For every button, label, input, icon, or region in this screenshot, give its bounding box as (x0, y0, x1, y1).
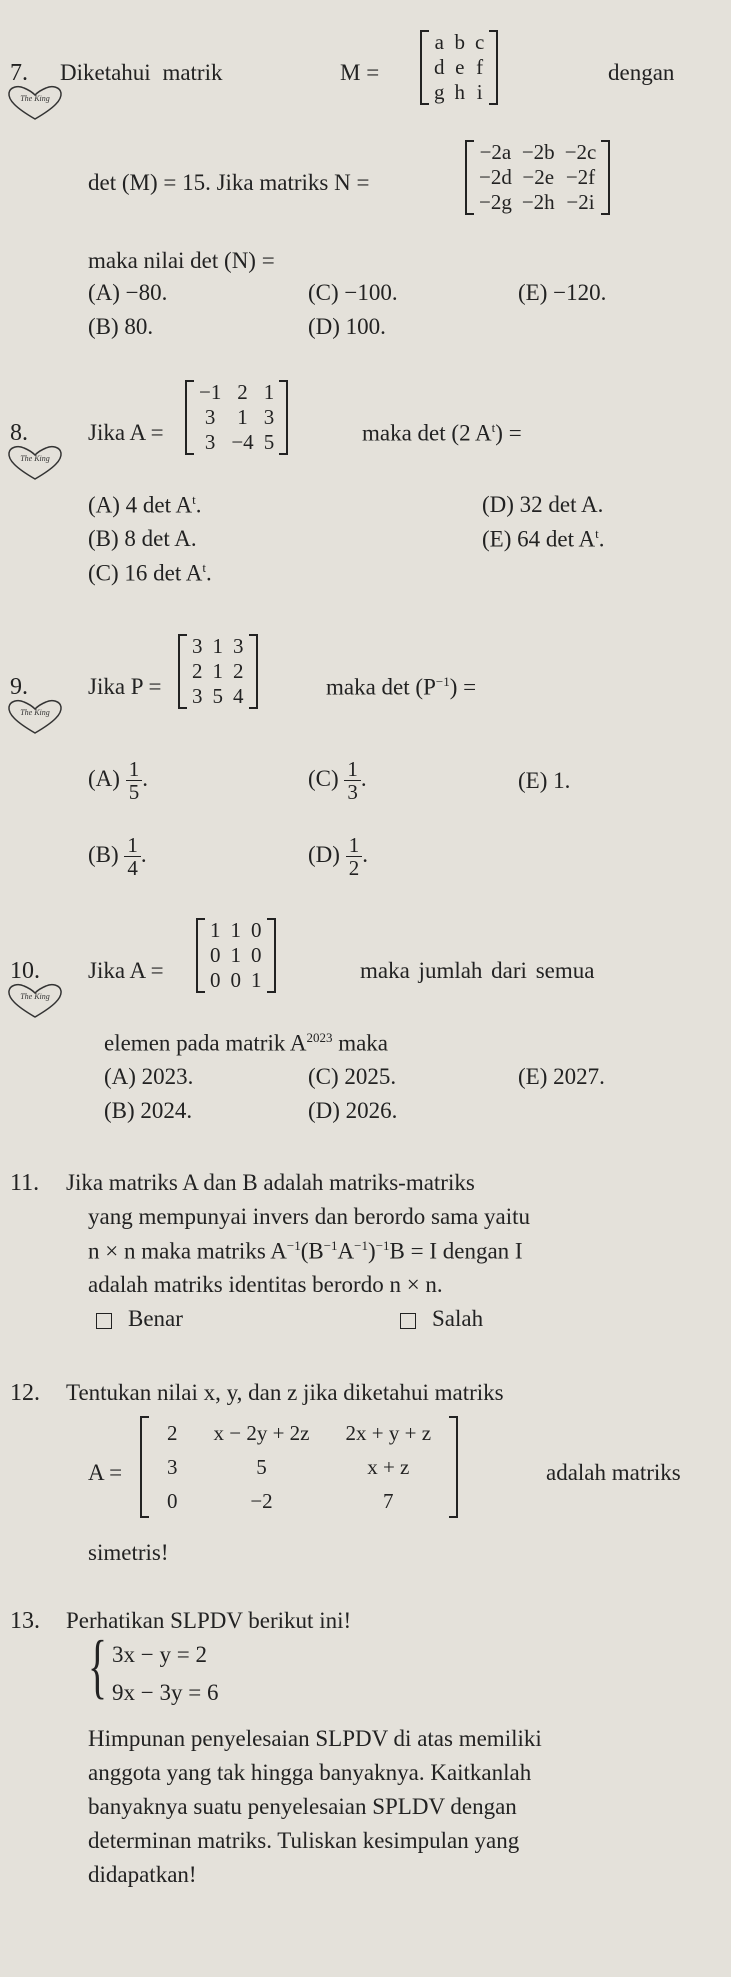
matrix-n (465, 140, 610, 215)
matrix-cell: d (434, 55, 445, 79)
matrix-row (187, 659, 249, 684)
heart-label: The King (20, 708, 50, 717)
matrix-cell: 1 (251, 968, 262, 992)
question-number: 10. (10, 958, 40, 984)
question-number: 12. (10, 1380, 40, 1406)
matrix-cell: 0 (251, 918, 262, 942)
matrix-m (420, 30, 498, 105)
matrix-row (194, 405, 279, 430)
option-a[interactable]: (A) 4 $\det A^t$. (88, 492, 202, 518)
heart-label: The King (20, 454, 50, 463)
heart-label: The King (20, 94, 50, 103)
question-number: 11. (10, 1170, 40, 1196)
matrix-cell: 2 (167, 1421, 178, 1445)
matrix-cell: 0 (167, 1489, 178, 1513)
equation-1: 3x − y = 2 (112, 1642, 207, 1667)
matrix-cell: 3 (263, 405, 275, 429)
matrix-cell: 3 (204, 405, 216, 429)
question-number: 9. (10, 674, 28, 700)
matrix-cell: 2x + y + z (345, 1421, 432, 1445)
option-d[interactable]: (D) 2026. (308, 1098, 398, 1123)
q12-tail: adalah matriks (546, 1460, 681, 1485)
matrix-row (194, 380, 279, 405)
question-number: 8. (10, 420, 28, 446)
matrix-cell: 3 (192, 684, 203, 708)
matrix-cell: 5 (256, 1455, 267, 1479)
matrix-cell: −2f (565, 165, 596, 189)
matrix-cell: 5 (212, 684, 223, 708)
matrix-cell: 1 (263, 380, 275, 404)
q11-line3: n × n maka matriks $A^{-1}(B^{-1}A^{-1})^{-1}B = I$ dengan I (88, 1238, 523, 1264)
q10-tail: maka jumlah dari semua (360, 958, 595, 983)
matrix-cell: a (434, 30, 444, 54)
brace: { (88, 1626, 108, 1706)
matrix-cell: 1 (210, 918, 221, 942)
matrix-cell: 1 (212, 634, 223, 658)
matrix-cell: −2h (521, 190, 555, 214)
matrix-cell: 1 (230, 943, 241, 967)
q11-line4: adalah matriks identitas berordo n × n. (88, 1272, 443, 1297)
matrix-cell: h (454, 80, 465, 104)
matrix-cell: −2c (564, 140, 597, 164)
option-b[interactable]: (B) $\frac{1}{4}$ . (88, 833, 147, 880)
matrix-p (178, 634, 258, 709)
q8-lhs: Jika A = (88, 420, 164, 445)
matrix-row (474, 190, 601, 215)
matrix-cell: x + z (367, 1455, 410, 1479)
matrix-cell: 5 (263, 430, 275, 454)
matrix-row (429, 55, 489, 80)
matrix-cell: 0 (210, 943, 221, 967)
option-c[interactable]: (C) $\frac{1}{3}$ . (308, 757, 367, 804)
q7-intro: Diketahui matrik (60, 60, 223, 85)
matrix-row (149, 1416, 449, 1450)
q7-question: maka nilai det (N) = (88, 248, 275, 273)
option-e[interactable]: (E) 64 $\det A^t$. (482, 526, 605, 552)
paragraph-line: Himpunan penyelesaian SLPDV di atas memiliki (88, 1726, 542, 1751)
option-a[interactable]: (A) 2023. (104, 1064, 194, 1089)
heart-icon (6, 444, 64, 480)
matrix-row (205, 968, 267, 993)
matrix-row (474, 165, 601, 190)
heart-label: The King (20, 992, 50, 1001)
paragraph-line: determinan matriks. Tuliskan kesimpulan yang (88, 1828, 520, 1853)
matrix-row (149, 1484, 449, 1518)
matrix-cell: i (476, 80, 483, 104)
heart-icon (6, 982, 64, 1018)
matrix-cell: 0 (230, 968, 241, 992)
equation-2: 9x − 3y = 6 (112, 1680, 219, 1705)
matrix-row (205, 943, 267, 968)
option-c[interactable]: (C) 2025. (308, 1064, 397, 1089)
choice-true[interactable]: Benar (96, 1306, 183, 1332)
matrix-row (474, 140, 601, 165)
matrix-cell: g (434, 80, 445, 104)
paragraph-line: didapatkan! (88, 1862, 197, 1887)
question-number: 7. (10, 60, 28, 86)
matrix-row (187, 684, 249, 709)
matrix-row (429, 80, 489, 105)
question-number: 13. (10, 1608, 40, 1634)
option-e[interactable]: (E) 1. (518, 768, 571, 793)
paragraph-line: anggota yang tak hingga banyaknya. Kaitkanlah (88, 1760, 532, 1785)
q7-given: det (M) = 15. Jika matriks N = (88, 170, 370, 195)
matrix-cell: 2 (192, 659, 203, 683)
heart-icon (6, 698, 64, 734)
matrix-cell: 0 (251, 943, 262, 967)
matrix-cell: 3 (192, 634, 203, 658)
paragraph-line: banyaknya suatu penyelesaian SPLDV dengan (88, 1794, 517, 1819)
matrix-cell: −1 (199, 380, 222, 404)
option-c[interactable]: (C) −100. (308, 280, 398, 305)
heart-icon (6, 84, 64, 120)
matrix-cell: 3 (204, 430, 216, 454)
matrix-cell: −2 (250, 1489, 273, 1513)
matrix-a (196, 918, 276, 993)
matrix-cell: 1 (237, 405, 248, 429)
matrix-cell: c (475, 30, 485, 54)
matrix-cell: b (454, 30, 465, 54)
option-b[interactable]: (B) 8 det A. (88, 526, 197, 551)
q13-line1: Perhatikan SLPDV berikut ini! (66, 1608, 352, 1633)
matrix-cell: x − 2y + 2z (213, 1421, 310, 1445)
option-d[interactable]: (D) 100. (308, 314, 386, 339)
matrix-row (429, 30, 489, 55)
choice-false[interactable]: Salah (400, 1306, 483, 1332)
matrix-cell: 7 (383, 1489, 394, 1513)
q10-lhs: Jika A = (88, 958, 164, 983)
q12-line3: simetris! (88, 1540, 169, 1565)
q8-question: maka det (2 $A^t$) = (362, 420, 522, 446)
matrix-a (140, 1416, 458, 1518)
option-e[interactable]: (E) −120. (518, 280, 607, 305)
q11-line2: yang mempunyai invers dan berordo sama yaitu (88, 1204, 530, 1229)
q12-line1: Tentukan nilai x, y, dan z jika diketahui matriks (66, 1380, 504, 1405)
q10-line2: elemen pada matrik $A^{2023}$ maka (104, 1030, 389, 1056)
option-a[interactable]: (A) $\frac{1}{5}$ . (88, 757, 148, 804)
matrix-cell: 0 (210, 968, 221, 992)
matrix-cell: 4 (233, 684, 244, 708)
matrix-cell: −2g (479, 190, 512, 214)
matrix-row (149, 1450, 449, 1484)
q9-lhs: Jika P = (88, 674, 162, 699)
matrix-cell: 1 (230, 918, 241, 942)
q12-lhs: A = (88, 1460, 123, 1485)
matrix-cell: 2 (233, 659, 244, 683)
matrix-row (194, 430, 279, 455)
q9-question: maka $\det (P^{-1})$ = (326, 674, 477, 700)
matrix-a (185, 380, 288, 455)
checkbox[interactable] (400, 1313, 416, 1329)
matrix-row (187, 634, 249, 659)
matrix-cell: e (455, 55, 465, 79)
matrix-row (205, 918, 267, 943)
matrix-cell: 1 (212, 659, 223, 683)
option-e[interactable]: (E) 2027. (518, 1064, 605, 1089)
option-a[interactable]: (A) −80. (88, 280, 168, 305)
option-d[interactable]: (D) 32 det A. (482, 492, 604, 517)
matrix-cell: 3 (167, 1455, 178, 1479)
option-b[interactable]: (B) 2024. (104, 1098, 193, 1123)
option-d[interactable]: (D) $\frac{1}{2}$ . (308, 833, 368, 880)
q7-with-word: dengan (608, 60, 675, 85)
matrix-cell: −2a (479, 140, 512, 164)
matrix-cell: f (476, 55, 484, 79)
matrix-cell: −2e (522, 165, 555, 189)
matrix-cell: −2b (521, 140, 555, 164)
option-c[interactable]: (C) 16 $\det A^t$. (88, 560, 212, 586)
matrix-cell: −2i (566, 190, 595, 214)
q7-m-lhs: M = (340, 60, 380, 85)
option-b[interactable]: (B) 80. (88, 314, 154, 339)
q11-line1: Jika matriks A dan B adalah matriks-matriks (66, 1170, 475, 1195)
matrix-cell: 3 (233, 634, 244, 658)
checkbox[interactable] (96, 1313, 112, 1329)
matrix-cell: 2 (237, 380, 248, 404)
matrix-cell: −2d (479, 165, 512, 189)
matrix-cell: −4 (231, 430, 254, 454)
